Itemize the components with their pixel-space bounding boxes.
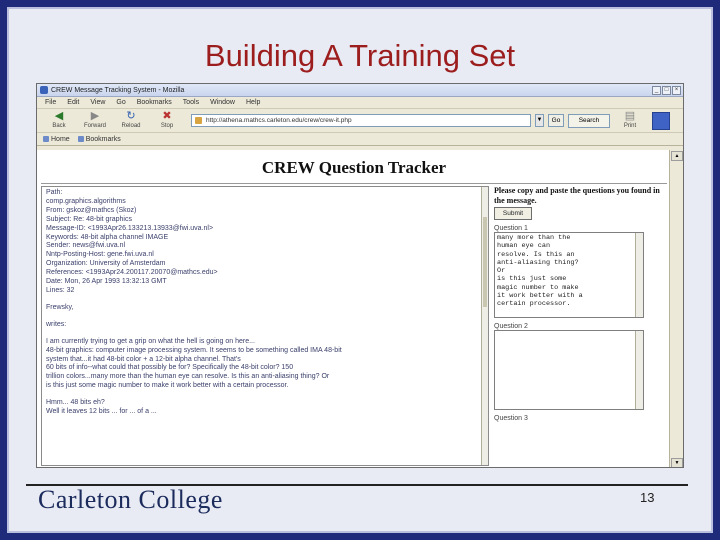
browser-titlebar	[37, 84, 683, 97]
message-line: Sender: news@fwi.uva.nl	[46, 242, 126, 250]
close-button[interactable]: ×	[672, 86, 681, 95]
message-line: I am currently trying to get a grip on what the hell is going on here...	[46, 337, 255, 345]
home-icon	[43, 136, 49, 142]
reload-icon: ↻	[126, 109, 136, 122]
question-3-label: Question 3	[494, 415, 528, 422]
question-1-scrollbar[interactable]	[635, 233, 643, 317]
message-line: Message-ID: <1993Apr26.133213.13933@fwi.uva.nl>	[46, 224, 214, 232]
window-title: CREW Message Tracking System - Mozilla	[51, 86, 185, 94]
back-button[interactable]	[43, 110, 75, 132]
slide-title: Building A Training Set	[204, 38, 516, 73]
stop-button[interactable]	[151, 110, 183, 132]
message-line: From: gskoz@mathcs (Skoz)	[46, 206, 137, 214]
message-line: Subject: Re: 48-bit graphics	[46, 215, 132, 223]
menu-view[interactable]: View	[90, 99, 106, 106]
mozilla-throbber-icon	[652, 112, 670, 130]
bookmark-bookmarks-label: Bookmarks	[85, 135, 121, 143]
menu-go[interactable]: Go	[116, 99, 126, 106]
message-line: Date: Mon, 26 Apr 1993 13:32:13 GMT	[46, 278, 167, 286]
bookmark-folder-icon	[78, 136, 84, 142]
page-number: 13	[640, 490, 655, 505]
bookmark-home[interactable]	[43, 136, 70, 143]
back-arrow-icon: ◀	[54, 109, 64, 122]
message-line: 60 bits of info--what could that possibly be for? Specifically the 48-bit color? 150	[46, 364, 294, 372]
message-line	[46, 313, 484, 321]
menu-file[interactable]: File	[45, 99, 57, 106]
message-line: writes:	[46, 320, 67, 328]
submit-button[interactable]: Submit	[494, 207, 532, 220]
message-line: trillion colors...many more than the human eye can resolve. Is this an anti-aliasing thing? Or	[46, 373, 330, 381]
menu-help[interactable]: Help	[246, 99, 261, 106]
forward-label: Forward	[83, 122, 106, 129]
browser-window	[36, 83, 684, 468]
bookmark-bookmarks[interactable]	[78, 136, 121, 143]
message-line: Lines: 32	[46, 286, 75, 294]
college-logo: Carleton College	[38, 485, 223, 514]
question-2-textarea[interactable]	[494, 330, 644, 410]
message-scroll-thumb[interactable]	[483, 217, 487, 307]
minimize-button[interactable]: _	[652, 86, 661, 95]
message-line: 48-bit graphics: computer image processing system. It seems to be something called IMA 48-bit	[46, 346, 342, 354]
scroll-up-arrow-icon[interactable]: ▲	[671, 151, 683, 161]
message-line: comp.graphics.algorithms	[46, 197, 126, 205]
go-button[interactable]: Go	[548, 114, 564, 127]
browser-scrollbar[interactable]	[669, 150, 683, 468]
print-button[interactable]	[614, 110, 646, 132]
message-line: is this just some magic number to make it work better with a certain processor.	[46, 382, 289, 390]
question-2-label: Question 2	[494, 323, 528, 330]
question-1-label: Question 1	[494, 225, 528, 232]
question-1-textarea[interactable]	[494, 232, 644, 318]
message-frame[interactable]	[41, 186, 489, 466]
message-line	[46, 330, 484, 338]
question-panel	[494, 186, 670, 466]
scroll-down-arrow-icon[interactable]: ▼	[671, 458, 683, 468]
stop-icon: ✖	[162, 109, 172, 122]
message-scrollbar[interactable]	[481, 187, 488, 465]
forward-button[interactable]	[79, 110, 111, 132]
message-line	[46, 391, 484, 399]
navigation-toolbar	[37, 109, 683, 133]
menu-edit[interactable]: Edit	[67, 99, 80, 106]
url-input[interactable]: http://athena.mathcs.carleton.edu/crew/crew-it.php	[191, 114, 531, 127]
message-line: Frewsky,	[46, 303, 74, 311]
question-1-text: many more than the human eye can resolve. Is this an anti-aliasing thing? Or is this just some magic number to make it work better with a certain processor.	[497, 234, 583, 309]
page-heading: CREW Question Tracker	[261, 158, 447, 177]
print-label: Print	[623, 122, 637, 129]
question-2-scrollbar[interactable]	[635, 331, 643, 409]
instructions-text: Please copy and paste the questions you found in the message.	[494, 186, 660, 205]
url-dropdown-button[interactable]: ▼	[535, 114, 544, 127]
mozilla-icon	[40, 86, 48, 94]
bookmark-home-label: Home	[51, 135, 70, 143]
message-line: Path:	[46, 189, 63, 196]
reload-label: Reload	[121, 122, 141, 129]
heading-divider	[41, 183, 667, 184]
reload-button[interactable]	[115, 110, 147, 132]
printer-icon: ▤	[624, 109, 636, 122]
page-content	[37, 150, 671, 468]
message-line	[46, 296, 484, 304]
menu-tools[interactable]: Tools	[182, 99, 200, 106]
message-line: Keywords: 48-bit alpha channel IMAGE	[46, 233, 169, 241]
forward-arrow-icon: ▶	[90, 109, 100, 122]
message-line: References: <1993Apr24.200117.20070@mathcs.edu>	[46, 269, 218, 277]
question-2-text	[495, 331, 643, 332]
message-line: Organization: University of Amsterdam	[46, 260, 166, 268]
bookmarks-bar	[37, 133, 683, 146]
menu-window[interactable]: Window	[210, 99, 235, 106]
message-line: Well it leaves 12 bits ... for ... of a ...	[46, 408, 157, 416]
stop-label: Stop	[160, 122, 174, 129]
menu-bookmarks[interactable]: Bookmarks	[136, 99, 172, 106]
menu-bar	[37, 97, 683, 109]
message-line: Nntp-Posting-Host: gene.fwi.uva.nl	[46, 251, 154, 259]
message-line: Hmm... 48 bits eh?	[46, 399, 105, 407]
message-line: system that...it had 48-bit color + a 12-bit alpha channel. That's	[46, 355, 241, 363]
maximize-button[interactable]: □	[662, 86, 671, 95]
back-label: Back	[52, 122, 66, 129]
search-button[interactable]: Search	[568, 114, 610, 128]
message-body	[42, 187, 488, 419]
